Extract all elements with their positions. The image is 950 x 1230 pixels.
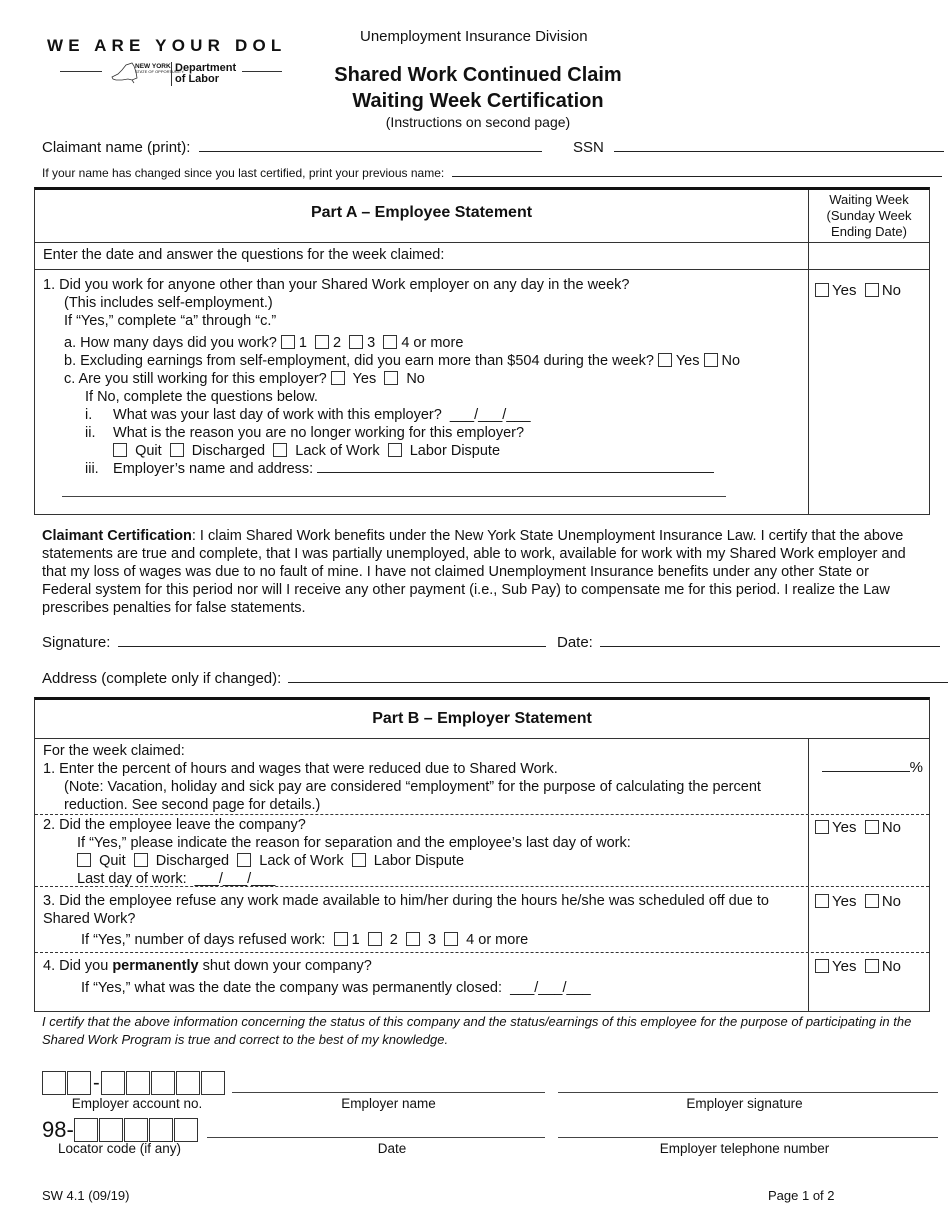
waiting-week-date-field[interactable] <box>808 243 929 269</box>
q2-discharged-label: Discharged <box>155 853 230 869</box>
ssn-field[interactable] <box>614 151 944 152</box>
part-b-q4-row <box>35 953 929 1011</box>
employer-name-field[interactable] <box>232 1092 545 1093</box>
q1-answer <box>815 282 901 299</box>
q1-ii-text: What is the reason you are no longer working for this employer? <box>113 425 525 441</box>
q3-yes-label: Yes <box>832 893 857 910</box>
q4-answer <box>815 958 901 975</box>
q1b-yes-checkbox[interactable] <box>658 353 672 367</box>
claimant-name-row <box>42 139 542 156</box>
q1a-option-2: 2 <box>333 335 342 351</box>
previous-name-label: If your name has changed since you last certified, print your previous name: <box>42 166 445 180</box>
q3-no-label: No <box>881 893 902 910</box>
q2-last-day-label: Last day of work: <box>77 871 187 887</box>
q3-option-4plus: 4 or more <box>466 932 529 948</box>
form-subtitle: (Instructions on second page) <box>385 114 571 130</box>
q2-labor-dispute-checkbox[interactable] <box>352 853 366 867</box>
q1c-no-checkbox[interactable] <box>384 371 398 385</box>
certification-heading: Claimant Certification <box>42 528 192 544</box>
q2-labor-dispute-label: Labor Dispute <box>373 853 465 869</box>
logo-department: Department of Labor <box>175 62 237 85</box>
form-title-line2: Waiting Week Certification <box>352 90 604 112</box>
previous-name-field[interactable] <box>452 176 942 177</box>
part-a-instruction: Enter the date and answer the questions for the week claimed: <box>43 247 445 263</box>
date-row <box>557 634 940 651</box>
certification-text: : I claim Shared Work benefits under the New York State Unemployment Insurance Law. I certify that the above statements are true and complete, that I was partially unemployed, able to work, available for work with my Shared Work employer and that my loss of wages was due to no fault of mine. I have not claimed Unemployment Insurance benefits under any other State or Federal system for this period nor will I receive any other payment (i.e., Sub Pay) to compensate me for this period. I realize the Law prescribes penalties for false statements. <box>42 528 906 616</box>
part-a-table <box>34 187 930 515</box>
q1-ii-labor-dispute-label: Labor Dispute <box>409 443 501 459</box>
q1-ii-lack-of-work-label: Lack of Work <box>295 443 380 459</box>
form-id: SW 4.1 (09/19) <box>42 1188 130 1203</box>
q1c-row <box>43 370 800 388</box>
q2-yes-checkbox[interactable] <box>815 820 829 834</box>
part-b-q2-row <box>35 815 929 887</box>
employer-account-label: Employer account no. <box>71 1096 203 1111</box>
q1a-option-4plus: 4 or more <box>401 335 464 351</box>
q1-ii-discharged-label: Discharged <box>191 443 266 459</box>
signature-field[interactable] <box>118 646 546 647</box>
q1a-option-3: 3 <box>367 335 376 351</box>
q1-ii-row <box>43 424 800 442</box>
q1b-text: b. Excluding earnings from self-employment, did you earn more than $504 during the week? <box>64 353 654 369</box>
q1-ii-quit-checkbox[interactable] <box>113 443 127 457</box>
employer-date-field[interactable] <box>207 1137 545 1138</box>
part-b-q1-row <box>35 739 929 815</box>
q1-iii-text: Employer’s name and address: <box>113 461 314 477</box>
q4-if-yes-row <box>43 979 800 997</box>
employer-certification: I certify that the above information concerning the status of this company and the status/earnings of this employee for the purpose of participating in the Shared Work Program is true and correct to the best of my knowledge. <box>42 1014 912 1047</box>
part-b-q2-options <box>43 852 800 870</box>
q3-answer <box>815 893 901 910</box>
part-b-intro: For the week claimed: <box>43 743 185 759</box>
q1a-checkbox-3[interactable] <box>349 335 363 349</box>
q2-no-checkbox[interactable] <box>865 820 879 834</box>
q1-i-text: What was your last day of work with this employer? <box>113 407 442 423</box>
q3-option-2: 2 <box>389 932 398 948</box>
q1-ii-num: ii. <box>85 425 96 441</box>
employer-name-address-field[interactable] <box>317 472 714 473</box>
division-name: Unemployment Insurance Division <box>360 28 588 45</box>
q4-if-yes-label: If “Yes,” what was the date the company was permanently closed: <box>81 980 502 996</box>
employer-date-label: Date <box>377 1141 407 1156</box>
form-title-line1: Shared Work Continued Claim <box>334 64 622 86</box>
part-b-q3-text: 3. Did the employee refuse any work made available to him/her during the hours he/she was scheduled off due to Shared Work? <box>43 893 769 927</box>
part-b-q1-note: (Note: Vacation, holiday and sick pay are considered “employment” for the purpose of calculating the percent reduction. See second page for details.) <box>64 779 761 813</box>
q1b-no-checkbox[interactable] <box>704 353 718 367</box>
q3-yes-checkbox[interactable] <box>815 894 829 908</box>
q1c-yes-label: Yes <box>352 371 377 387</box>
part-b-table <box>34 697 930 1012</box>
address-field[interactable] <box>288 682 948 683</box>
logo-state-name: NEW YORK STATE OF OPPORTUNITY. <box>135 63 185 74</box>
q1b-no-label: No <box>721 353 741 369</box>
date-label: Date: <box>557 634 593 651</box>
q1-no-checkbox[interactable] <box>865 283 879 297</box>
q2-quit-checkbox[interactable] <box>77 853 91 867</box>
q4-closed-date-field[interactable]: ___/___/___ <box>510 980 591 996</box>
part-b-q4-text: 4. Did you permanently shut down your company? <box>43 958 372 974</box>
part-a-title: Part A – Employee Statement <box>310 204 533 221</box>
q3-no-checkbox[interactable] <box>865 894 879 908</box>
q1-yes-checkbox[interactable] <box>815 283 829 297</box>
q1-ii-discharged-checkbox[interactable] <box>170 443 184 457</box>
address-label: Address (complete only if changed): <box>42 670 282 687</box>
q2-lack-of-work-label: Lack of Work <box>259 853 344 869</box>
q1-i-num: i. <box>85 407 93 423</box>
claimant-name-label: Claimant name (print): <box>42 139 191 156</box>
q4-no-label: No <box>881 958 902 975</box>
q1-if-no: If No, complete the questions below. <box>85 389 318 405</box>
q1-iii-row <box>43 460 800 478</box>
q4-no-checkbox[interactable] <box>865 959 879 973</box>
previous-name-row <box>42 166 942 180</box>
part-b-q2-if-yes: If “Yes,” please indicate the reason for separation and the employee’s last day of work: <box>77 835 631 851</box>
q1-ii-labor-dispute-checkbox[interactable] <box>388 443 402 457</box>
address-row <box>42 670 948 687</box>
q1-ii-options <box>43 442 800 460</box>
q1c-yes-checkbox[interactable] <box>331 371 345 385</box>
q2-yes-label: Yes <box>832 819 857 836</box>
q2-last-day-row <box>43 870 800 888</box>
q3-option-1: 1 <box>351 932 360 948</box>
q1-text: 1. Did you work for anyone other than your Shared Work employer on any day in the week? <box>43 277 630 293</box>
part-b-q1-text: 1. Enter the percent of hours and wages that were reduced due to Shared Work. <box>43 761 558 777</box>
employer-phone-field[interactable] <box>558 1137 938 1138</box>
q3-checkbox-4plus[interactable] <box>444 932 458 946</box>
q1-i-date-field[interactable]: ___/___/___ <box>449 407 531 423</box>
q2-quit-label: Quit <box>99 853 126 869</box>
part-b-header-row <box>35 700 929 739</box>
part-a-q1-row <box>35 270 929 514</box>
account-separator: - <box>93 1071 100 1094</box>
q3-checkbox-1[interactable] <box>334 932 348 946</box>
q2-discharged-checkbox[interactable] <box>134 853 148 867</box>
q4-yes-label: Yes <box>832 958 857 975</box>
q1c-text: c. Are you still working for this employer? <box>64 371 327 387</box>
q1-i-row <box>43 406 800 424</box>
q2-lack-of-work-checkbox[interactable] <box>237 853 251 867</box>
q1b-row <box>43 352 800 370</box>
part-a-header-row <box>35 190 929 243</box>
percent-sign: % <box>909 759 923 776</box>
q1-no-label: No <box>881 282 902 299</box>
employer-address-line-2[interactable] <box>62 496 726 497</box>
q1a-option-1: 1 <box>298 335 307 351</box>
q1-ii-lack-of-work-checkbox[interactable] <box>273 443 287 457</box>
locator-prefix: 98- <box>42 1117 74 1142</box>
q1-yes-label: Yes <box>832 282 857 299</box>
q1-if-yes: If “Yes,” complete “a” through “c.” <box>64 313 277 329</box>
part-b-q2-text: 2. Did the employee leave the company? <box>43 817 306 833</box>
ssn-row <box>573 139 944 156</box>
q1a-row <box>43 334 800 352</box>
q3-checkbox-2[interactable] <box>368 932 382 946</box>
q1a-checkbox-4plus[interactable] <box>383 335 397 349</box>
q1-iii-num: iii. <box>85 461 99 477</box>
q1a-text: a. How many days did you work? <box>64 335 277 351</box>
waiting-week-header: Waiting Week (Sunday Week Ending Date) <box>808 190 929 242</box>
date-field[interactable] <box>600 646 940 647</box>
employer-account-number-field[interactable] <box>42 1071 226 1095</box>
percent-reduction-field[interactable] <box>822 771 910 772</box>
part-b-q3-if-yes-row <box>43 931 800 949</box>
part-b-title: Part B – Employer Statement <box>372 710 592 727</box>
signature-label: Signature: <box>42 634 111 651</box>
part-b-q3-row <box>35 887 929 953</box>
q2-answer <box>815 819 901 836</box>
employer-signature-label: Employer signature <box>686 1096 803 1111</box>
q1a-checkbox-2[interactable] <box>315 335 329 349</box>
q1-ii-quit-label: Quit <box>135 443 162 459</box>
signature-row <box>42 634 546 651</box>
employer-name-label: Employer name <box>341 1096 436 1111</box>
q2-no-label: No <box>881 819 902 836</box>
locator-code-label: Locator code (if any) <box>57 1141 182 1156</box>
claimant-name-field[interactable] <box>199 151 542 152</box>
q1a-checkbox-1[interactable] <box>281 335 295 349</box>
employer-signature-field[interactable] <box>558 1092 938 1093</box>
q3-checkbox-3[interactable] <box>406 932 420 946</box>
claimant-certification <box>42 527 912 617</box>
q1b-yes-label: Yes <box>675 353 700 369</box>
part-a-instruction-row <box>35 243 929 270</box>
employer-phone-label: Employer telephone number <box>659 1141 830 1156</box>
dol-tagline: WE ARE YOUR DOL <box>47 36 287 55</box>
page-number: Page 1 of 2 <box>768 1188 835 1203</box>
q4-yes-checkbox[interactable] <box>815 959 829 973</box>
q1c-no-label: No <box>406 371 425 387</box>
ssn-label: SSN <box>573 139 604 156</box>
q2-last-day-field[interactable]: ___/___/___ <box>194 871 276 887</box>
locator-code-field[interactable] <box>42 1117 199 1143</box>
q3-if-yes-label: If “Yes,” number of days refused work: <box>81 932 326 948</box>
q1-note: (This includes self-employment.) <box>64 295 273 311</box>
q3-option-3: 3 <box>427 932 437 948</box>
